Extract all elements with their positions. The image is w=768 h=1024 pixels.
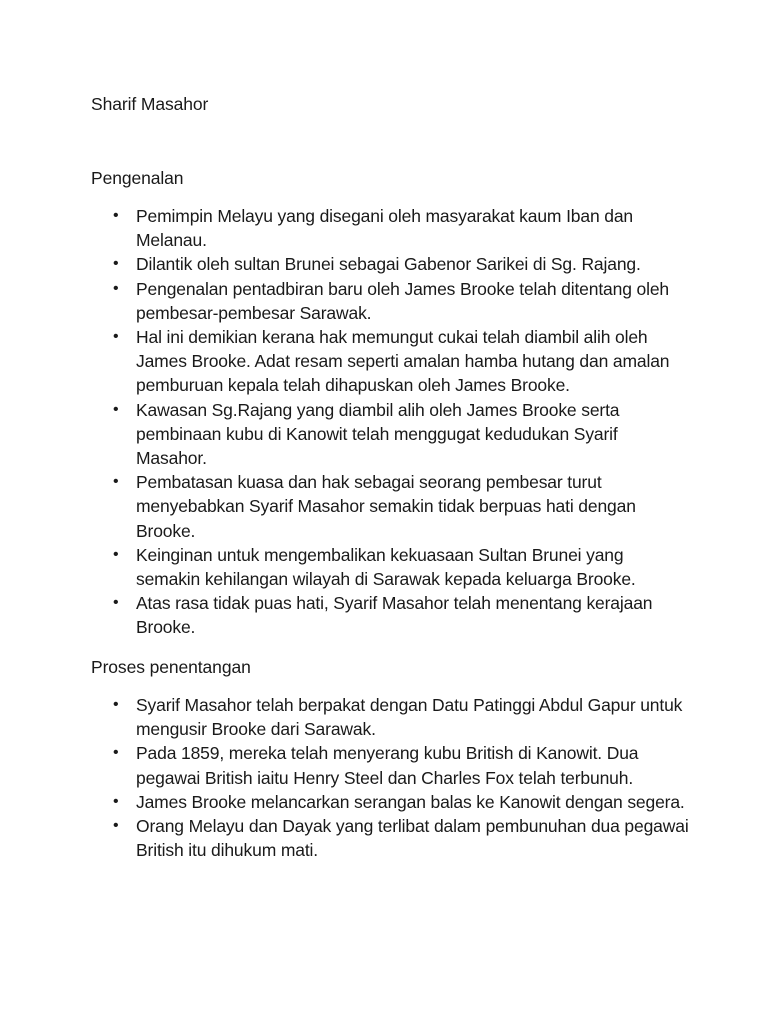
bullet-icon: •: [113, 328, 119, 346]
list-item-text: Orang Melayu dan Dayak yang terlibat dalam pembunuhan dua pegawai British itu dihukum mati.: [136, 816, 689, 861]
bullet-icon: •: [113, 817, 119, 835]
list-item: [112, 741, 692, 789]
bullet-icon: •: [113, 594, 119, 612]
list-item: [112, 325, 692, 398]
bullet-icon: •: [113, 744, 119, 762]
bullet-icon: •: [113, 279, 119, 297]
bullet-list-pengenalan: [112, 204, 692, 640]
list-item: [112, 790, 692, 814]
list-item-text: Pembatasan kuasa dan hak sebagai seorang pembesar turut menyebabkan Syarif Masahor semakin tidak berpuas hati dengan Brooke.: [136, 472, 636, 541]
bullet-list-proses-penentangan: [112, 693, 692, 862]
list-item: [112, 204, 692, 252]
list-item-text: Pengenalan pentadbiran baru oleh James Brooke telah ditentang oleh pembesar-pembesar Sarawak.: [136, 278, 670, 323]
list-item: [112, 814, 692, 862]
list-item-text: Pemimpin Melayu yang disegani oleh masyarakat kaum Iban dan Melanau.: [136, 206, 633, 251]
list-item-text: Pada 1859, mereka telah menyerang kubu British di Kanowit. Dua pegawai British iaitu Henry Steel dan Charles Fox telah terbunuh.: [136, 743, 639, 788]
bullet-icon: •: [113, 545, 119, 563]
list-item-text: Keinginan untuk mengembalikan kekuasaan Sultan Brunei yang semakin kehilangan wilayah di Sarawak kepada keluarga Brooke.: [136, 544, 636, 590]
bullet-icon: •: [113, 792, 119, 810]
section-heading-proses-penentangan: Proses penentangan: [91, 657, 251, 677]
bullet-icon: •: [113, 207, 119, 224]
list-item-text: Atas rasa tidak puas hati, Syarif Masahor telah menentang kerajaan Brooke.: [136, 593, 653, 638]
list-item: [112, 591, 692, 639]
list-item: [112, 543, 692, 591]
list-item-text: Syarif Masahor telah berpakat dengan Datu Patinggi Abdul Gapur untuk mengusir Brooke dari Sarawak.: [136, 695, 683, 740]
list-item-text: James Brooke melancarkan serangan balas ke Kanowit dengan segera.: [136, 791, 685, 812]
bullet-icon: •: [113, 696, 119, 713]
bullet-icon: •: [113, 255, 119, 273]
list-item-text: Kawasan Sg.Rajang yang diambil alih oleh James Brooke serta pembinaan kubu di Kanowit telah menggugat kedudukan Syarif Masahor.: [136, 399, 620, 469]
section-heading-pengenalan: Pengenalan: [91, 168, 184, 188]
list-item: [112, 252, 692, 276]
list-item: [112, 693, 692, 741]
list-item-text: Dilantik oleh sultan Brunei sebagai Gabenor Sarikei di Sg. Rajang.: [136, 254, 641, 275]
list-item-text: Hal ini demikian kerana hak memungut cukai telah diambil alih oleh James Brooke. Adat resam seperti amalan hamba hutang dan amalan pemburuan kepala telah dihapuskan oleh James Brooke.: [136, 327, 670, 396]
list-item: [112, 277, 692, 325]
bullet-icon: •: [113, 473, 119, 491]
list-item: [112, 470, 692, 543]
list-item: [112, 398, 692, 471]
document-title: Sharif Masahor: [91, 94, 209, 114]
bullet-icon: •: [113, 400, 119, 418]
